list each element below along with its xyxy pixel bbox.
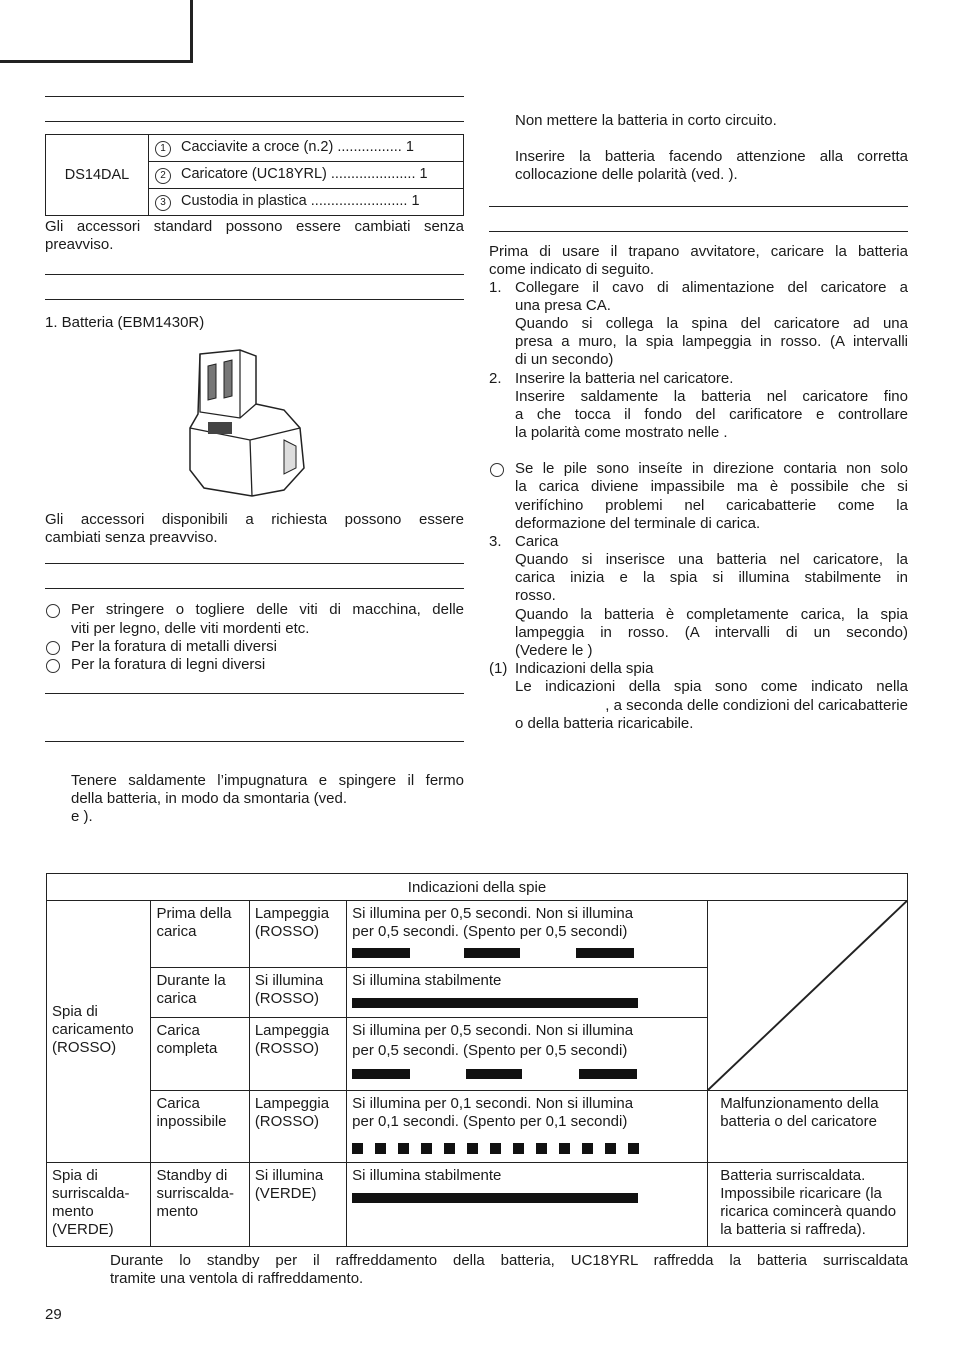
state-cell: Durante la carica (151, 968, 249, 1018)
step-text: Quando si inserisce una batteria nel caricatore, la (515, 551, 908, 568)
optional-note: Gli accessori disponibili a richiesta possono essere (45, 511, 464, 528)
caution-text: deformazione del terminale di carica. (515, 515, 761, 532)
step-text: (Vedere le ) (515, 642, 593, 659)
step-number: 2. (489, 370, 502, 387)
description-cell: Si illumina per 0,5 secondi. Non si illumina per 0,5 secondi. (Spento per 0,5 secondi) (347, 901, 708, 968)
application-item: Per la foratura di metalli diversi (71, 638, 277, 655)
description-cell: Si illumina per 0,1 secondi. Non si illumina per 0,1 secondi. (Spento per 0,1 secondi) (347, 1091, 708, 1163)
charging-intro: come indicato di seguito. (489, 261, 655, 278)
charging-intro: Prima di usare il trapano avvitatore, caricare la batteria (489, 243, 908, 260)
empty-note-cell (708, 901, 908, 1091)
section-rule (45, 299, 464, 300)
step-text: Collegare il cavo di alimentazione del caricatore a (515, 279, 908, 296)
caution-text: la carica diviene impassibile ma è possibile che si (515, 478, 908, 495)
step-number: 1. (489, 279, 502, 296)
step-text: Le indicazioni della spia sono come indicato nella (515, 678, 908, 695)
section-rule (45, 121, 464, 122)
step-text: lampeggia in rosso. (A intervalli di un secondo) (515, 624, 908, 641)
overheat-lamp-label: Spia di surriscalda- mento (VERDE) (47, 1163, 151, 1247)
fast-blink-pattern (352, 1141, 702, 1153)
step-text: Inserire saldamente la batteria nel caricatore fino (515, 388, 908, 405)
remove-battery-text: Tenere saldamente l’impugnatura e spingere il fermo (71, 772, 464, 789)
application-item: Per la foratura di legni diversi (71, 656, 266, 673)
step-text: Quando si collega la spina del caricatore ad una (515, 315, 908, 332)
blink-pattern (352, 1066, 702, 1078)
insert-battery-text: Inserire la batteria facendo attenzione alla corretta (515, 148, 908, 165)
step-text: rosso. (515, 587, 556, 604)
section-rule (489, 206, 908, 207)
mode-cell: Si illumina (ROSSO) (249, 968, 346, 1018)
note-cell: Batteria surriscaldata. Impossibile ricaricare (la ricarica comincerà quando la batteria si raffreda). (708, 1163, 908, 1247)
step-text: Quando la batteria è completamente carica, la spia (515, 606, 908, 623)
caution-text: Se le pile sono inseíte in direzione contaria non solo (515, 460, 908, 477)
section-rule (45, 96, 464, 97)
section-rule (45, 741, 464, 742)
standard-note: Gli accessori standard possono essere cambiati senza (45, 218, 464, 235)
section-rule (45, 693, 464, 694)
mode-cell: Si illumina (VERDE) (249, 1163, 346, 1247)
section-rule (45, 274, 464, 275)
section-rule (45, 588, 464, 589)
section-rule (45, 563, 464, 564)
battery-illustration (186, 348, 310, 498)
sub-step-title: Indicazioni della spia (515, 660, 654, 677)
state-cell: Prima della carica (151, 901, 249, 968)
step-text: presa a muro, la spia lampeggia in rosso. (A intervalli (515, 333, 908, 350)
step-text: di un secondo) (515, 351, 614, 368)
step-number: 3. (489, 533, 502, 550)
bullet-circle-icon (46, 659, 60, 673)
cooling-note: Durante lo standby per il raffreddamento della batteria, UC18YRL raffredda la batteria surriscaldata (110, 1252, 908, 1269)
optional-note: cambiati senza preavviso. (45, 529, 218, 546)
mode-cell: Lampeggia (ROSSO) (249, 1091, 346, 1163)
insert-battery-text: collocazione delle polarità (ved. ). (515, 166, 738, 183)
bullet-circle-icon (490, 463, 504, 477)
diagonal-slash (708, 901, 907, 1090)
standard-accessories-table (45, 134, 464, 216)
step-text: Inserire la batteria nel caricatore. (515, 370, 734, 387)
table-header: Indicazioni della spie (47, 874, 908, 901)
accessory-row: 3 Custodia in plastica ........................ 1 (149, 189, 464, 216)
cooling-note: tramite una ventola di raffreddamento. (110, 1270, 364, 1287)
blink-pattern (352, 945, 702, 957)
description-cell: Si illumina stabilmente (347, 1163, 708, 1247)
state-cell: Carica inpossibile (151, 1091, 249, 1163)
page-tab-marker (0, 0, 193, 63)
step-text: o della batteria ricaricabile. (515, 715, 694, 732)
step-text: la polarità come mostrato nelle . (515, 424, 728, 441)
steady-pattern (352, 1190, 702, 1208)
model-cell: DS14DAL (46, 135, 149, 216)
accessory-row: 2 Caricatore (UC18YRL) ..................... 1 (149, 162, 464, 189)
description-cell: Si illumina per 0,5 secondi. Non si illumina per 0,5 secondi. (Spento per 0,5 secondi) (347, 1018, 708, 1091)
standard-note: preavviso. (45, 236, 114, 253)
sub-step-number: (1) (489, 660, 508, 677)
mode-cell: Lampeggia (ROSSO) (249, 1018, 346, 1091)
mode-cell: Lampeggia (ROSSO) (249, 901, 346, 968)
optional-accessory-item: 1. Batteria (EBM1430R) (45, 314, 205, 331)
short-circuit-warning: Non mettere la batteria in corto circuito. (515, 112, 777, 129)
state-cell: Carica completa (151, 1018, 249, 1091)
page-number: 29 (45, 1306, 62, 1323)
step-text: carica inizia e la spia si illumina stabilmente in (515, 569, 908, 586)
step-text: una presa CA. (515, 297, 611, 314)
application-item: viti per legno, delle viti mordenti etc. (71, 620, 310, 637)
remove-battery-text: e ). (71, 808, 93, 825)
note-cell: Malfunzionamento della batteria o del caricatore (708, 1091, 908, 1163)
remove-battery-text: della batteria, in modo da smontaria (ved. (71, 790, 347, 807)
step-text: , a seconda delle condizioni del caricabatterie (605, 697, 908, 714)
application-item: Per stringere o togliere delle viti di macchina, delle (71, 601, 464, 618)
section-rule (489, 231, 908, 232)
state-cell: Standby di surriscalda- mento (151, 1163, 249, 1247)
charging-lamp-label: Spia di caricamento (ROSSO) (47, 901, 151, 1163)
indicator-lamp-table (46, 873, 908, 1247)
caution-text: verifíchino problemi nel caricabatterie come la (515, 497, 908, 514)
steady-pattern (352, 995, 702, 1013)
accessory-row: 1 Cacciavite a croce (n.2) ................ 1 (149, 135, 464, 162)
description-cell: Si illumina stabilmente (347, 968, 708, 1018)
bullet-circle-icon (46, 641, 60, 655)
step-text: Carica (515, 533, 559, 550)
step-text: a che tocca il fondo del carificatore e controllare (515, 406, 908, 423)
bullet-circle-icon (46, 604, 60, 618)
